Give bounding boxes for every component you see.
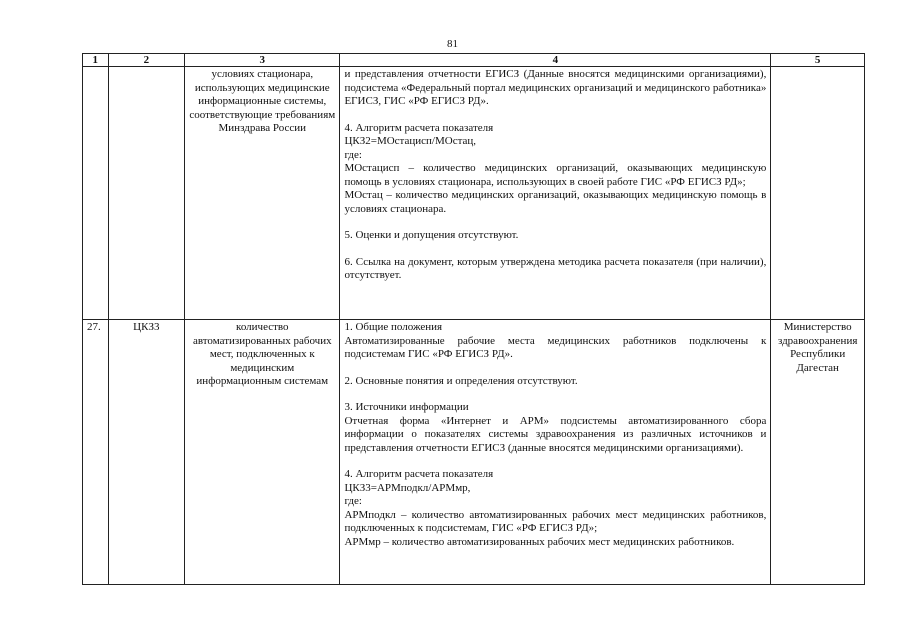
method-paragraph: ЦКЗ3=АРМподкл/АРМмр, [344, 481, 471, 494]
responsible-cell: Министерство здравоохранения Республики Дагестан [771, 320, 865, 585]
method-paragraph: ЦКЗ2=МОстацисп/МОстац, [344, 135, 477, 147]
method-paragraph: МОстацисп – количество медицинских организаций, оказывающих медицинскую помощь в условиях стационара, использующих в своей работе ГИС «РФ ЕГИСЗ РД»; [344, 162, 767, 188]
method-paragraph: АРМподкл – количество автоматизированных рабочих мест медицинских работников, подключенных к подсистемам, ГИС «РФ ЕГИСЗ РД»; [344, 508, 767, 534]
indicator-name-cell: количество автоматизированных рабочих мест, подключенных к медицинским информационным системам [185, 320, 340, 585]
responsible-cell [771, 67, 865, 320]
method-paragraph: 4. Алгоритм расчета показателя [344, 468, 494, 480]
method-paragraph: и представления отчетности ЕГИСЗ (Данные вносятся медицинскими организациями), подсистема «Федеральный портал медицинских организаций и медицинского работника» ЕГИСЗ, ГИС «РФ ЕГИСЗ РД». [344, 68, 767, 107]
method-paragraph: 1. Общие положения [344, 321, 443, 333]
method-text [344, 68, 766, 283]
row-code-cell [108, 67, 185, 320]
method-paragraph [344, 388, 766, 401]
method-paragraph [344, 455, 766, 468]
header-cell: 2 [108, 54, 185, 67]
method-cell [340, 67, 771, 320]
page-number: 81 [447, 38, 458, 50]
method-paragraph [344, 109, 766, 122]
method-paragraph: где: [344, 495, 362, 507]
header-cell: 3 [185, 54, 340, 67]
row-code-cell: ЦКЗ3 [108, 320, 185, 585]
method-paragraph: Отчетная форма «Интернет и АРМ» подсистемы автоматизированного сбора информации о показателях системы здравоохранения из различных источников и представления отчетности ЕГИСЗ (данные вносятся медицинскими организациями). [344, 414, 767, 454]
method-paragraph: Автоматизированные рабочие места медицинских работников подключены к подсистемам ГИС «РФ ЕГИСЗ РД». [344, 334, 767, 360]
method-text [344, 321, 766, 549]
method-paragraph: 2. Основные понятия и определения отсутствуют. [344, 374, 578, 387]
row-number-cell: 27. [83, 320, 109, 585]
row-number-cell [83, 67, 109, 320]
method-cell [340, 320, 771, 585]
method-paragraph: АРМмр – количество автоматизированных рабочих мест медицинских работников. [344, 535, 735, 548]
method-paragraph: где: [344, 148, 362, 161]
method-paragraph: 5. Оценки и допущения отсутствуют. [344, 229, 519, 241]
method-paragraph [344, 243, 766, 256]
method-paragraph: 4. Алгоритм расчета показателя [344, 121, 494, 134]
header-cell: 4 [340, 54, 771, 67]
method-paragraph [344, 362, 766, 375]
header-cell: 1 [83, 54, 109, 67]
table-row [83, 320, 865, 585]
indicator-name-cell: условиях стационара, использующих медицинские информационные системы, соответствующие требованиям Минздрава России [185, 67, 340, 320]
table-row [83, 67, 865, 320]
header-cell: 5 [771, 54, 865, 67]
indicator-table [82, 53, 865, 585]
method-paragraph [344, 216, 766, 229]
table-header-row [83, 54, 865, 67]
method-paragraph: 6. Ссылка на документ, которым утверждена методика расчета показателя (при наличии), отсутствует. [344, 255, 767, 281]
method-paragraph: 3. Источники информации [344, 401, 469, 413]
method-paragraph: МОстац – количество медицинских организаций, оказывающих медицинскую помощь в условиях стационара. [344, 189, 767, 215]
